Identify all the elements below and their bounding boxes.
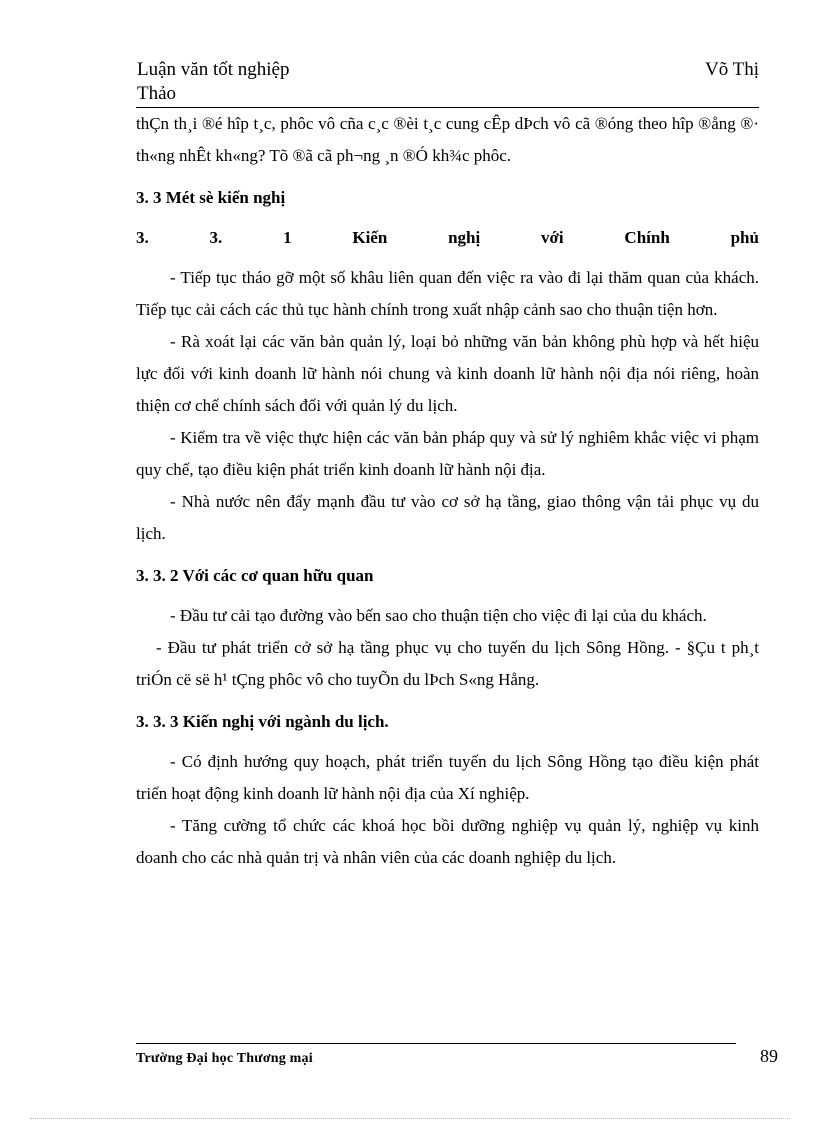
- section-heading-3-3-3: 3. 3. 3 Kiến nghị với ngành du lịch.: [136, 712, 389, 731]
- paragraph: - Đầu tư cải tạo đường vào bến sao cho thuận tiện cho việc đi lại của du khách.: [170, 606, 707, 625]
- page-number: 89: [760, 1046, 778, 1066]
- paragraph: - Có định hướng quy hoạch, phát triển tuyến du lịch Sông Hồng tạo điều kiện phát triển hoạt động kinh doanh lữ hành nội địa của Xí nghiệp.: [136, 752, 759, 803]
- section-heading-3-3: 3. 3 Mét sè kiến nghị: [136, 188, 286, 207]
- heading-part: 3.: [136, 228, 149, 247]
- heading-part: 1: [283, 228, 292, 247]
- author-name-continued: Thảo: [137, 83, 177, 104]
- page-footer: [136, 1046, 778, 1067]
- section-heading-3-3-1: [136, 222, 759, 254]
- heading-part: với: [541, 228, 564, 247]
- paragraph: - Đầu tư phát triển cở sở hạ tầng phục vụ cho tuyến du lịch Sông Hồng. - §Çu t ph¸t triÓn cë së h¹ tÇng phôc vô cho tuyÕn du lÞch S«ng Hång.: [136, 638, 759, 689]
- author-name: Võ Thị: [704, 59, 759, 80]
- paragraph: - Kiểm tra về việc thực hiện các văn bản pháp quy và sử lý nghiêm khắc việc vi phạm quy chế, tạo điều kiện phát triển kinh doanh lữ hành nội địa.: [136, 428, 759, 479]
- page-body: [136, 108, 759, 874]
- page-header: [137, 58, 759, 106]
- footer-divider: [136, 1043, 736, 1044]
- heading-part: phủ: [730, 228, 759, 247]
- paragraph: - Nhà nước nên đẩy mạnh đầu tư vào cơ sở hạ tầng, giao thông vận tải phục vụ du lịch.: [136, 492, 759, 543]
- thesis-title: Luận văn tốt nghiệp: [137, 59, 290, 80]
- section-heading-3-3-2: 3. 3. 2 Với các cơ quan hữu quan: [136, 566, 374, 585]
- school-name: Trường Đại học Thương mại: [136, 1051, 313, 1066]
- paragraph: - Tiếp tục tháo gỡ một số khâu liên quan đến việc ra vào đi lại thăm quan của khách. Tiếp tục cải cách các thủ tục hành chính trong xuất nhập cảnh sao cho thuận tiện hơn.: [136, 268, 759, 319]
- heading-part: 3.: [209, 228, 223, 247]
- page-bottom-border: [30, 1118, 790, 1119]
- paragraph: - Tăng cường tổ chức các khoá học bồi dưỡng nghiệp vụ quản lý, nghiệp vụ kinh doanh cho các nhà quản trị và nhân viên của các doanh nghiệp du lịch.: [136, 816, 759, 867]
- heading-part: Kiến: [352, 228, 388, 247]
- heading-part: Chính: [624, 228, 670, 247]
- paragraph-continued: thÇn th¸i ®é hîp t¸c, phôc vô cña c¸c ®èi t¸c cung cÊp dÞch vô cã ®óng theo hîp ®ång ®· th«ng nhÊt kh«ng? Tõ ®ã cã ph¬ng ¸n ®Ó kh¾c phôc.: [136, 114, 759, 165]
- heading-part: nghị: [448, 228, 481, 247]
- paragraph: - Rà xoát lại các văn bản quản lý, loại bỏ những văn bản không phù hợp và hết hiệu lực đối với kinh doanh lữ hành nói chung và kinh doanh lữ hành nội địa nói riêng, hoàn thiện cơ chế chính sách đối với quản lý du lịch.: [136, 332, 759, 415]
